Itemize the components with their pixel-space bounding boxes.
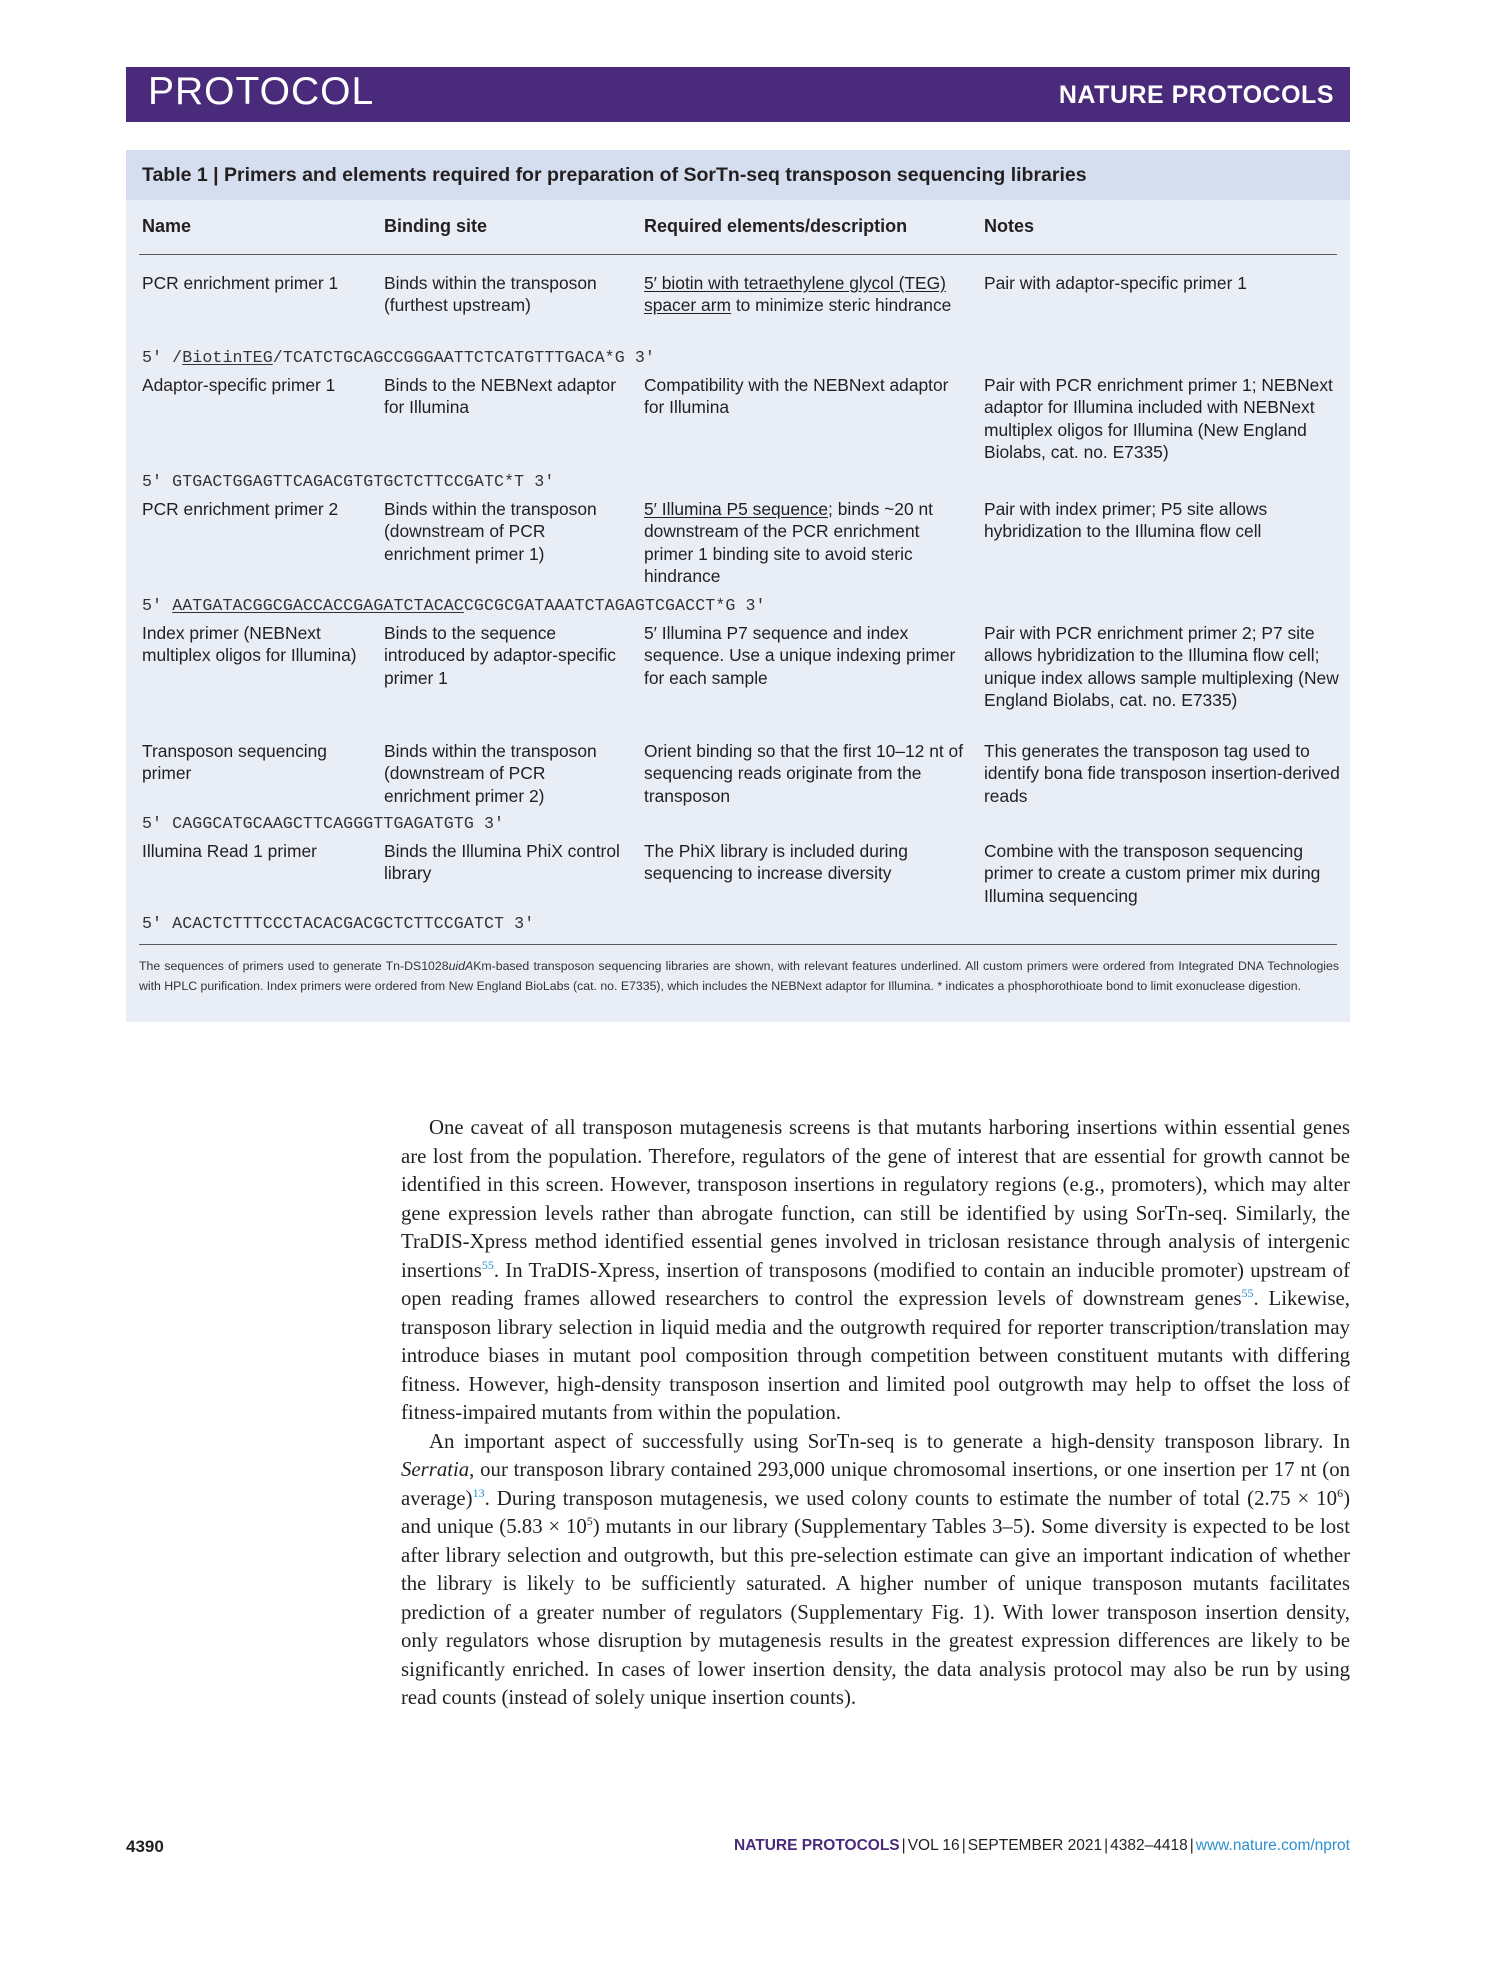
table-title-band	[126, 150, 1350, 200]
table-footnote	[139, 956, 1339, 996]
p2-text-a: An important aspect of successfully using SorTn-seq is to generate a high-density transposon library. In	[429, 1429, 1350, 1453]
row-3-seq-prefix: 5′	[142, 596, 173, 615]
p2-text-c: . During transposon mutagenesis, we used colony counts to estimate the number of total (2.75 × 10	[484, 1486, 1338, 1510]
page-number: 4390	[126, 1837, 164, 1856]
row-4-binding: Binds to the sequence introduced by adaptor-specific primer 1	[384, 623, 617, 688]
footer-citation: NATURE PROTOCOLS | VOL 16 | SEPTEMBER 2021 | 4382–4418 | www.nature.com/nprot	[734, 1837, 1350, 1854]
row-1-required-underlined: 5′ biotin with tetraethylene glycol (TEG) spacer arm	[644, 273, 946, 316]
row-6-binding: Binds the Illumina PhiX control library	[384, 841, 620, 884]
row-1-sequence	[142, 348, 655, 367]
footer-rule	[139, 944, 1337, 945]
footer-pages: 4382–4418	[1110, 1837, 1188, 1854]
column-header-required-elements: Required elements/description	[644, 216, 908, 236]
row-3-sequence	[142, 596, 766, 615]
footnote-part-b: Km-based transposon sequencing libraries are shown, with relevant features underlined. All custom primers were ordered from Integrated DNA Technologies with HPLC purification. Index primers were ordered from New England BioLabs (cat. no. E7335), which includes the NEBNext adaptor for Illumina. * indicates a phosphorothioate bond to limit exonuclease digestion.	[139, 959, 1339, 993]
footer-date: SEPTEMBER 2021	[967, 1837, 1103, 1854]
p2-genus: Serratia	[401, 1458, 470, 1481]
row-3-required	[644, 498, 964, 588]
row-2-sequence: 5′ GTGACTGGAGTTCAGACGTGTGCTCTTCCGATC*T 3′	[142, 472, 555, 491]
p1-text-a: One caveat of all transposon mutagenesis screens is that mutants harboring insertions within essential genes are lost from the population. Therefore, regulators of the gene of interest that are essential for growth cannot be identified in this screen. However, transposon insertions in regulatory regions (e.g., promoters), which may alter gene expression levels rather than abrogate function, can still be identified by using SorTn-seq. Similarly, the TraDIS-Xpress method identified essential genes involved in triclosan resistance through analysis of intergenic insertions	[401, 1116, 1350, 1282]
row-1-notes: Pair with adaptor-specific primer 1	[984, 273, 1247, 293]
row-5-required: Orient binding so that the first 10–12 nt of sequencing reads originate from the transposon	[644, 741, 964, 806]
exponent: 6	[1337, 1485, 1344, 1500]
row-5-name: Transposon sequencing primer	[142, 741, 327, 784]
row-1-seq-prefix: 5′ /	[142, 348, 183, 367]
header-rule	[139, 254, 1337, 255]
column-header-notes: Notes	[984, 216, 1035, 236]
row-3-seq-suffix: CGCGCGATAAATCTAGAGTCGACCT*G 3′	[463, 596, 766, 615]
header-bar	[126, 67, 1350, 122]
row-1-seq-underlined: BiotinTEG	[182, 348, 273, 367]
p2-text-e: ) mutants in our library (Supplementary Tables 3–5). Some diversity is expected to be lost after library selection and outgrowth, but this pre-selection estimate can give an important indication of whether the library is likely to be sufficiently saturated. A higher number of unique transposon mutants facilitates prediction of a greater number of regulators (Supplementary Fig. 1). With lower transposon insertion density, only regulators whose disruption by mutagenesis results in the greatest expression differences are likely to be significantly enriched. In cases of lower insertion density, the data analysis protocol may also be run by using read counts (instead of solely unique insertion counts).	[401, 1515, 1350, 1709]
p2-text-d: ) and unique (5.83 × 10	[401, 1486, 1350, 1538]
footer-volume: VOL 16	[907, 1837, 960, 1854]
row-6-required: The PhiX library is included during sequencing to increase diversity	[644, 841, 908, 884]
reference-link[interactable]: 55	[481, 1257, 494, 1272]
p2-text-b: , our transposon library contained 293,000 unique chromosomal insertions, or one insertion per 17 nt (on average)	[401, 1458, 1350, 1510]
p1-text-b: . In TraDIS-Xpress, insertion of transposons (modified to contain an inducible promoter) upstream of open reading frames allowed researchers to control the expression levels of downstream genes	[401, 1258, 1350, 1310]
exponent: 5	[586, 1514, 593, 1529]
row-1-seq-suffix: /TCATCTGCAGCCGGGAATTCTCATGTTTGACA*G 3′	[272, 348, 655, 367]
paragraph-2	[401, 1428, 1350, 1713]
p1-text-c: . Likewise, transposon library selection in liquid media and the outgrowth required for reporter transcription/translation may introduce biases in mutant pool composition through competition between constituent mutants with differing fitness. However, high-density transposon insertion and limited pool outgrowth may help to offset the loss of fitness-impaired mutants from within the population.	[401, 1287, 1350, 1424]
row-1-required-rest: to minimize steric hindrance	[730, 295, 952, 316]
primer-table	[126, 150, 1350, 1022]
column-header-binding-site: Binding site	[384, 216, 487, 236]
footer-url-link[interactable]: www.nature.com/nprot	[1195, 1837, 1350, 1854]
row-2-name: Adaptor-specific primer 1	[142, 375, 336, 395]
row-6-sequence: 5′ ACACTCTTTCCCTACACGACGCTCTTCCGATCT 3′	[142, 914, 535, 933]
footnote-gene: uidA	[448, 959, 474, 973]
row-4-name: Index primer (NEBNext multiplex oligos for Illumina)	[142, 623, 357, 666]
row-5-notes: This generates the transposon tag used to identify bona fide transposon insertion-derived reads	[984, 741, 1340, 806]
reference-link[interactable]: 55	[1241, 1286, 1254, 1301]
row-1-required	[644, 272, 964, 317]
row-3-required-rest: ; binds ~20 nt downstream of the PCR enrichment primer 1 binding site to avoid steric hindrance	[644, 499, 933, 587]
row-5-binding: Binds within the transposon (downstream of PCR enrichment primer 2)	[384, 741, 597, 806]
row-5-sequence: 5′ CAGGCATGCAAGCTTCAGGGTTGAGATGTG 3′	[142, 814, 505, 833]
paragraph-1	[401, 1114, 1350, 1428]
row-3-notes: Pair with index primer; P5 site allows hybridization to the Illumina flow cell	[984, 499, 1268, 542]
journal-label: NATURE PROTOCOLS	[1058, 81, 1334, 109]
row-2-binding: Binds to the NEBNext adaptor for Illumina	[384, 375, 617, 418]
row-6-notes: Combine with the transposon sequencing primer to create a custom primer mix during Illumina sequencing	[984, 841, 1321, 906]
footer-journal: NATURE PROTOCOLS	[734, 1837, 900, 1854]
row-6-name: Illumina Read 1 primer	[142, 841, 317, 861]
row-2-notes: Pair with PCR enrichment primer 1; NEBNext adaptor for Illumina included with NEBNext multiplex oligos for Illumina (New England Biolabs, cat. no. E7335)	[984, 375, 1333, 463]
body-text	[401, 1114, 1350, 1713]
row-3-required-underlined: 5′ Illumina P5 sequence	[644, 499, 829, 519]
section-label: PROTOCOL	[148, 70, 375, 113]
row-4-notes: Pair with PCR enrichment primer 2; P7 site allows hybridization to the Illumina flow cell; unique index allows sample multiplexing (New England Biolabs, cat. no. E7335)	[984, 623, 1339, 711]
reference-link[interactable]: 13	[472, 1485, 485, 1500]
row-3-name: PCR enrichment primer 2	[142, 499, 339, 519]
row-4-required: 5′ Illumina P7 sequence and index sequence. Use a unique indexing primer for each sample	[644, 623, 956, 688]
row-1-binding: Binds within the transposon (furthest upstream)	[384, 273, 597, 316]
row-2-required: Compatibility with the NEBNext adaptor for Illumina	[644, 375, 949, 418]
column-header-name: Name	[142, 216, 192, 236]
row-3-binding: Binds within the transposon (downstream of PCR enrichment primer 1)	[384, 499, 597, 564]
row-1-name: PCR enrichment primer 1	[142, 273, 339, 293]
table-title: Table 1 | Primers and elements required for preparation of SorTn-seq transposon sequencing libraries	[142, 164, 1087, 186]
row-3-seq-underlined: AATGATACGGCGACCACCGAGATCTACAC	[172, 596, 464, 615]
footnote-part-a: The sequences of primers used to generate Tn-DS1028	[139, 959, 449, 973]
